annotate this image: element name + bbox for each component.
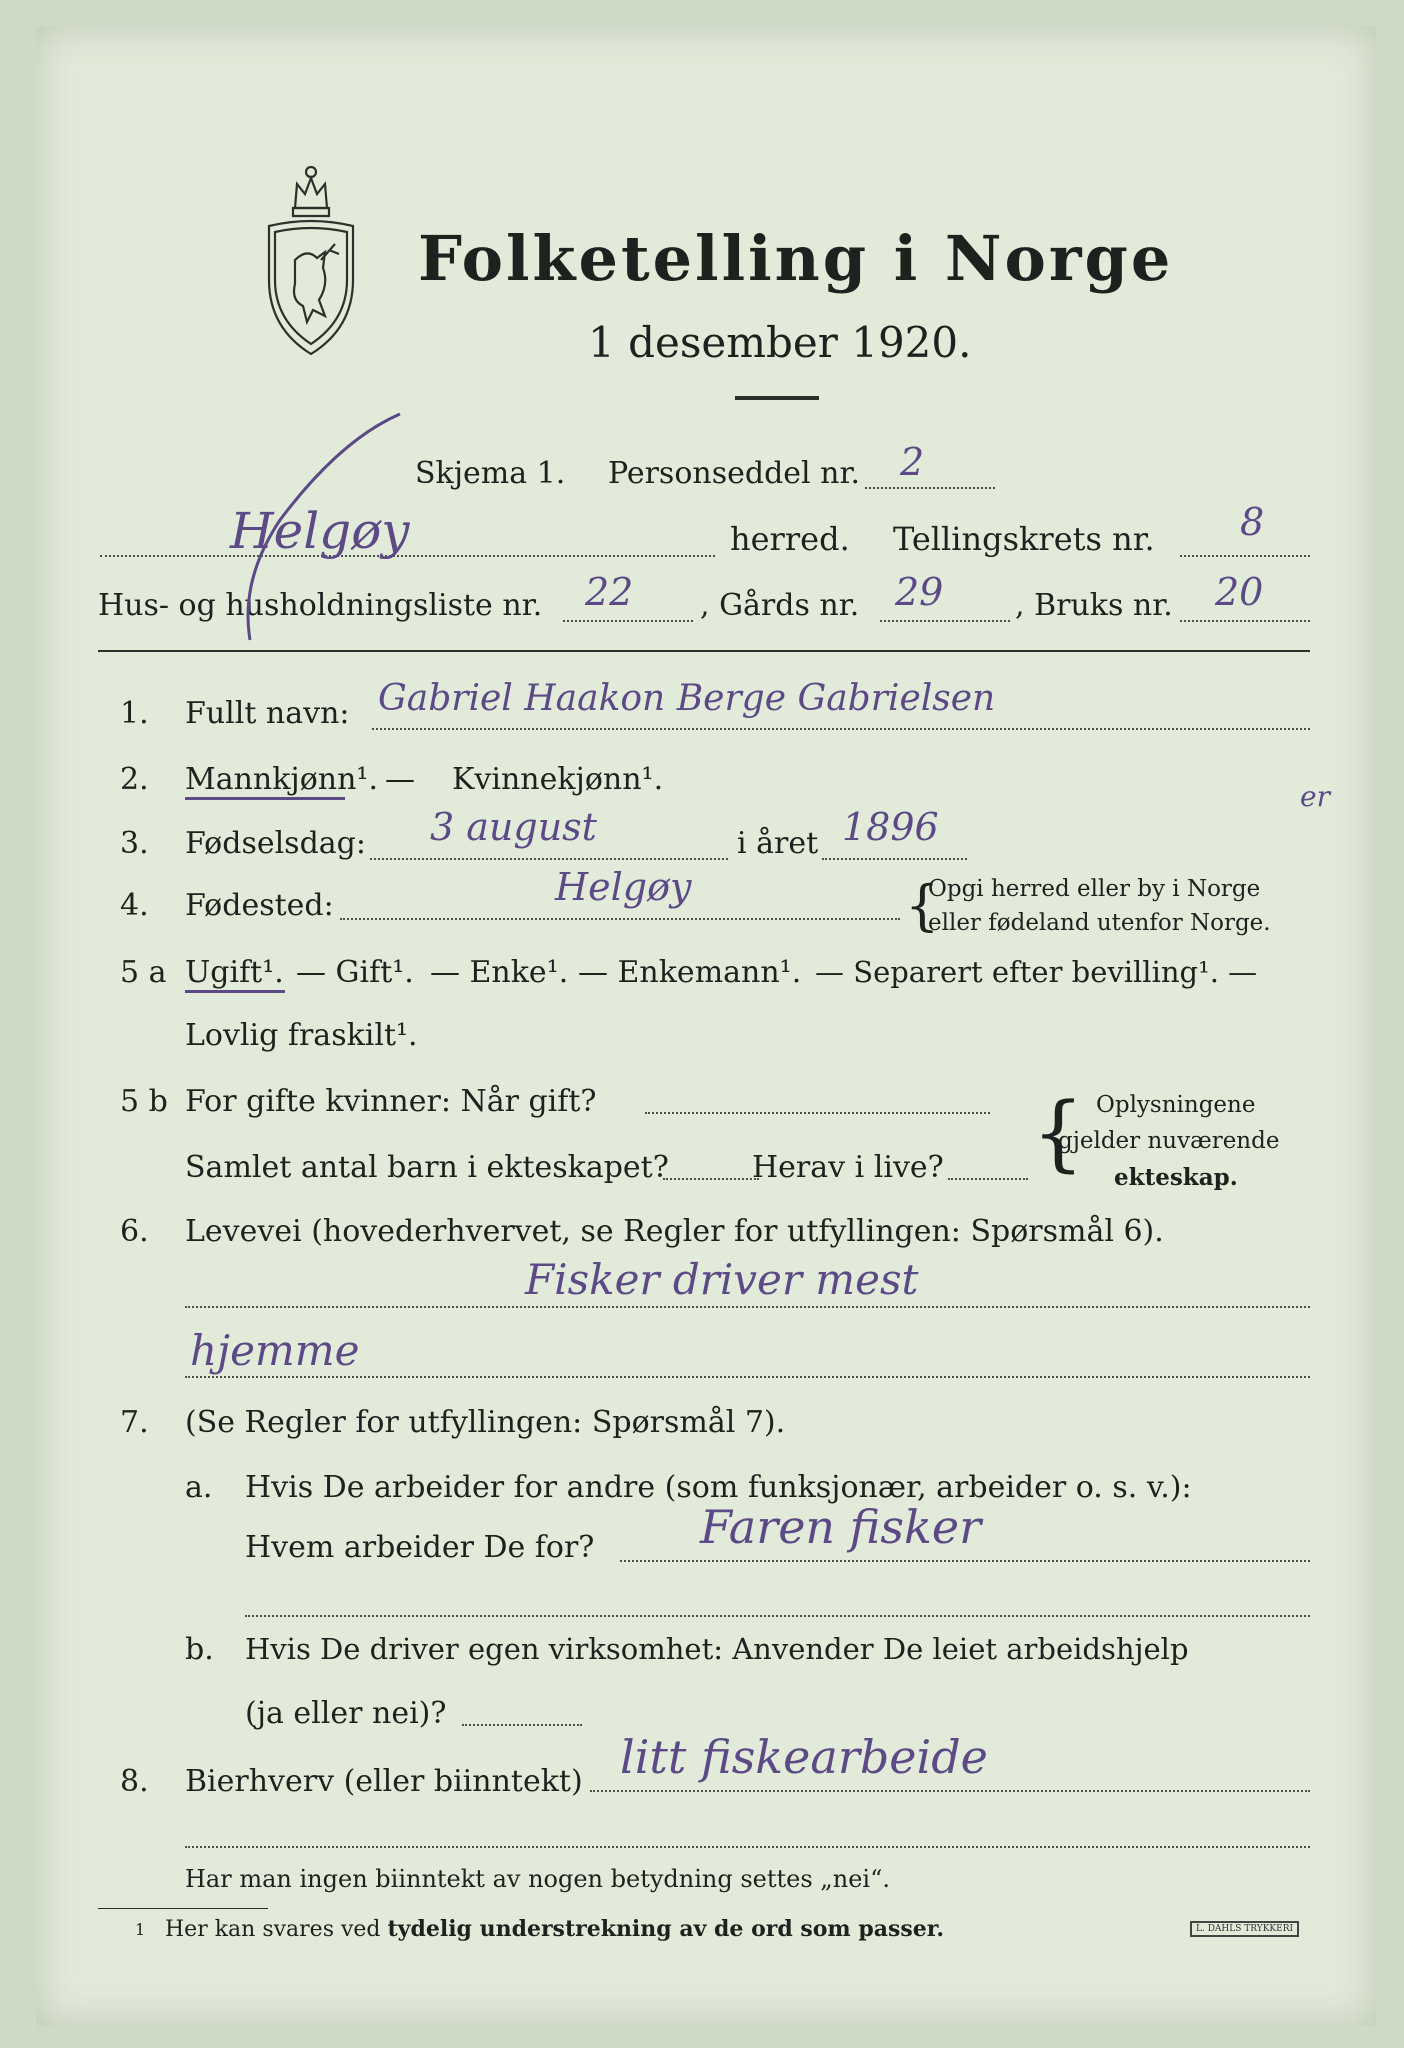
gards-value: 29	[895, 570, 944, 614]
q3-year-line	[822, 858, 967, 860]
herred-value: Helgøy	[230, 502, 410, 560]
footnote-mark: 1	[135, 1920, 146, 1939]
q5b-bracket: {	[1032, 1086, 1085, 1181]
q5a-option-enke: — Enke¹.	[430, 955, 569, 990]
q5b-line2a-dots	[663, 1178, 759, 1180]
herred-label: herred.	[730, 520, 850, 558]
q7a-line1: Hvis De arbeider for andre (som funksjonær, arbeider o. s. v.):	[245, 1470, 1192, 1505]
tellingskrets-label: Tellingskrets nr.	[893, 520, 1155, 558]
q7b-line2-dots	[462, 1724, 582, 1726]
q5a-option-enkemann: — Enkemann¹.	[578, 955, 802, 990]
q5b-note-line2: gjelder nuværende	[1058, 1128, 1280, 1154]
handwritten-flourish	[220, 410, 420, 660]
q2-male-underline	[185, 797, 345, 800]
q8-number: 8.	[120, 1764, 149, 1799]
q8-label: Bierhverv (eller biinntekt)	[185, 1764, 583, 1799]
bruks-line	[1180, 620, 1310, 622]
census-date: 1 desember 1920.	[588, 318, 972, 367]
q3-year-value: 1896	[842, 805, 939, 849]
q6-value-line2: hjemme	[190, 1326, 360, 1375]
q7a-letter: a.	[185, 1470, 213, 1505]
q4-label: Fødested:	[185, 888, 334, 923]
footnote-bold: tydelig understrekning av de ord som passer.	[387, 1916, 945, 1942]
tellingskrets-value: 8	[1240, 500, 1265, 544]
q6-number: 6.	[120, 1214, 149, 1249]
q2-number: 2.	[120, 762, 149, 797]
q2-separator: —	[385, 762, 415, 797]
q5a-option-ugift: Ugift¹.	[185, 955, 284, 990]
coat-of-arms-icon	[255, 160, 367, 360]
q5b-line1-dots	[645, 1112, 990, 1114]
q7b-line1: Hvis De driver egen virksomhet: Anvender De leiet arbeidshjelp	[245, 1632, 1189, 1666]
q5b-number: 5 b	[120, 1084, 168, 1119]
q7-label: (Se Regler for utfyllingen: Spørsmål 7).	[185, 1405, 786, 1440]
q2-female: Kvinnekjønn¹.	[452, 762, 664, 797]
husholdningsliste-value: 22	[585, 570, 634, 614]
q7a-line2: Hvem arbeider De for?	[245, 1530, 595, 1565]
q1-line	[372, 728, 1310, 730]
printer-stamp: L. DAHLS TRYKKERI	[1190, 1921, 1299, 1937]
q3-number: 3.	[120, 826, 149, 861]
q7a-extra-line	[245, 1615, 1310, 1617]
q5b-note-line1: Oplysningene	[1096, 1092, 1256, 1118]
q1-value: Gabriel Haakon Berge Gabrielsen	[378, 678, 996, 719]
q6-label: Levevei (hovederhvervet, se Regler for utfyllingen: Spørsmål 6).	[185, 1214, 1164, 1249]
q5b-line2a: Samlet antal barn i ekteskapet?	[185, 1150, 669, 1185]
husholdningsliste-line	[563, 620, 693, 622]
q3-value: 3 august	[430, 805, 597, 849]
form-title: Folketelling i Norge	[418, 222, 1174, 295]
header-rule	[98, 650, 1310, 652]
q5a-ugift-underline	[185, 990, 285, 993]
q5b-line2b-dots	[948, 1178, 1028, 1180]
skjema-label: Skjema 1.	[415, 456, 566, 491]
q7-number: 7.	[120, 1405, 149, 1440]
personseddel-label: Personseddel nr.	[608, 456, 861, 491]
q3-year-label: i året	[737, 826, 819, 861]
q4-bracket: {	[905, 874, 940, 937]
gards-label: , Gårds nr.	[700, 588, 860, 623]
nei-instruction: Har man ingen biinntekt av nogen betydning settes „nei“.	[185, 1865, 890, 1893]
q5a-option-separert: — Separert efter bevilling¹. —	[815, 955, 1258, 989]
title-divider	[735, 396, 819, 400]
q5b-line1: For gifte kvinner: Når gift?	[185, 1084, 597, 1119]
q3-line	[370, 858, 728, 860]
q8-extra-line	[185, 1846, 1310, 1848]
q4-number: 4.	[120, 888, 149, 923]
q4-line	[340, 918, 900, 920]
tellingskrets-line	[1180, 555, 1310, 557]
q6-value-line1: Fisker driver mest	[525, 1255, 919, 1304]
q5a-number: 5 a	[120, 955, 167, 990]
footnote-plain: Her kan svares ved	[165, 1917, 381, 1942]
gards-line	[880, 620, 1010, 622]
q5b-note-line3: ekteskap.	[1114, 1164, 1238, 1191]
footnote-rule	[98, 1908, 268, 1909]
q5a-option-gift: — Gift¹.	[296, 955, 414, 990]
q6-line2	[185, 1376, 1310, 1378]
q7b-line2: (ja eller nei)?	[245, 1696, 447, 1731]
q3-margin-note: er	[1300, 780, 1330, 813]
personseddel-line	[865, 487, 995, 489]
q5b-line2b: Herav i live?	[752, 1150, 944, 1185]
bruks-value: 20	[1215, 570, 1264, 614]
q4-note-line1: Opgi herred eller by i Norge	[928, 876, 1261, 902]
q2-male: Mannkjønn¹.	[185, 762, 378, 797]
q4-value: Helgøy	[555, 865, 692, 909]
q1-number: 1.	[120, 696, 149, 731]
footnote-text	[165, 1916, 944, 1942]
q1-label: Fullt navn:	[185, 696, 350, 731]
q5a-option-fraskilt: Lovlig fraskilt¹.	[185, 1018, 418, 1053]
q7a-value: Faren fisker	[700, 1500, 982, 1554]
bruks-label: , Bruks nr.	[1015, 588, 1173, 623]
q7b-letter: b.	[185, 1632, 214, 1667]
personseddel-value: 2	[900, 440, 925, 484]
q3-label: Fødselsdag:	[185, 826, 366, 861]
q4-note-line2: eller fødeland utenfor Norge.	[928, 910, 1271, 936]
q6-line1	[185, 1306, 1310, 1308]
husholdningsliste-label: Hus- og husholdningsliste nr.	[98, 588, 543, 623]
q8-value: litt fiskearbeide	[620, 1730, 988, 1784]
q8-line	[590, 1790, 1310, 1792]
q7a-line2-dots	[620, 1560, 1310, 1562]
